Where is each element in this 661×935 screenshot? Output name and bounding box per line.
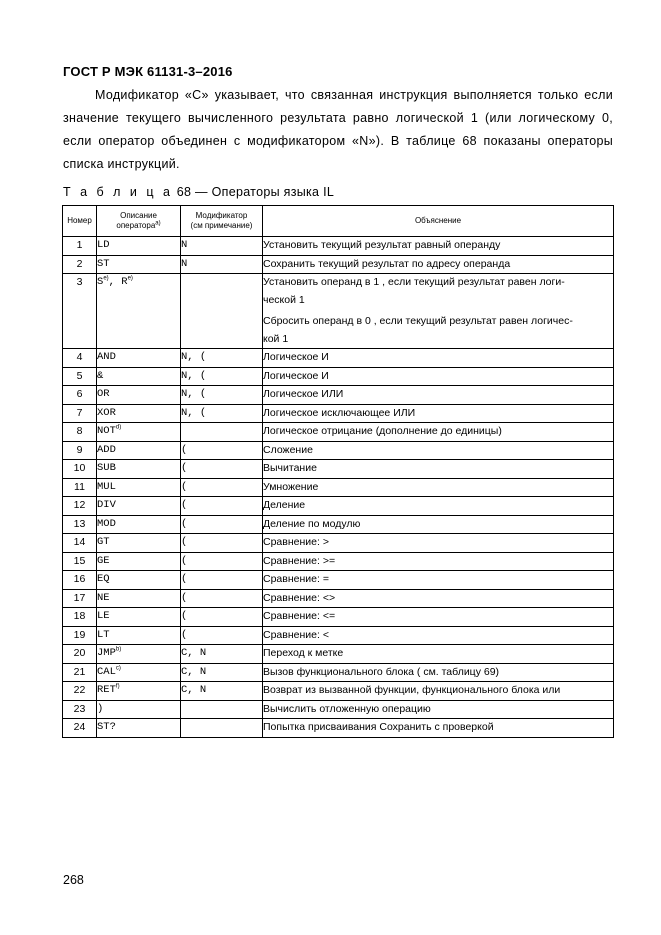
operator-code: JMP (97, 647, 116, 659)
row-explanation (263, 552, 614, 571)
explanation-line: Вычитание (263, 462, 317, 474)
row-operator (97, 367, 181, 386)
explanation-line: кой 1 (263, 332, 289, 345)
explanation-line: Установить текущий результат равный операнду (263, 239, 501, 251)
row-operator (97, 645, 181, 664)
row-modifier: ( (181, 460, 263, 479)
table-row (63, 478, 614, 497)
explanation-line: Логическое ИЛИ (263, 388, 344, 400)
operator-code: XOR (97, 406, 116, 419)
row-operator (97, 571, 181, 590)
row-explanation (263, 349, 614, 368)
row-number: 6 (63, 386, 97, 405)
header-modifier-line2: (см примечание) (190, 221, 253, 230)
explanation-line: Возврат из вызванной функции, функционального блока или (263, 684, 561, 696)
row-explanation (263, 404, 614, 423)
explanation-line: Сравнение: <> (263, 591, 336, 604)
operator-code: MUL (97, 480, 116, 493)
row-operator (97, 682, 181, 701)
explanation-line: Сравнение: > (263, 536, 329, 548)
table-header-row (63, 206, 614, 237)
table-row (63, 534, 614, 553)
row-operator (97, 589, 181, 608)
page-number: 268 (63, 873, 84, 887)
table-row (63, 663, 614, 682)
row-modifier: C, N (181, 663, 263, 682)
row-operator (97, 349, 181, 368)
body-paragraph (63, 84, 613, 176)
table-row (63, 719, 614, 738)
row-number: 11 (63, 478, 97, 497)
row-number: 14 (63, 534, 97, 553)
explanation-line: Установить операнд в 1 , если текущий результат равен логи- (263, 276, 565, 288)
row-explanation (263, 255, 614, 274)
operator-code: ) (97, 702, 104, 715)
header-explanation: Объяснение (263, 206, 614, 237)
row-modifier: ( (181, 534, 263, 553)
row-modifier: C, N (181, 645, 263, 664)
row-explanation (263, 534, 614, 553)
row-modifier: ( (181, 497, 263, 516)
row-operator (97, 663, 181, 682)
explanation-line: Переход к метке (263, 647, 344, 659)
row-explanation (263, 460, 614, 479)
table-row (63, 626, 614, 645)
row-explanation (263, 497, 614, 516)
explanation-line: Вычислить отложенную операцию (263, 702, 431, 715)
row-modifier: ( (181, 589, 263, 608)
table-row (63, 367, 614, 386)
row-operator (97, 700, 181, 719)
row-explanation (263, 682, 614, 701)
operators-table (62, 205, 614, 738)
row-modifier: ( (181, 478, 263, 497)
table-caption-prefix: Т а б л и ц а (63, 185, 173, 199)
explanation-line: Сбросить операнд в 0 , если текущий результат равен логичес- (263, 315, 573, 327)
row-explanation (263, 589, 614, 608)
explanation-line: Сравнение: = (263, 573, 329, 585)
header-operator-line2: оператора (116, 221, 156, 230)
table-row (63, 571, 614, 590)
table-row (63, 423, 614, 442)
operator-code: AND (97, 351, 116, 363)
operator-code: MOD (97, 517, 116, 530)
row-operator (97, 534, 181, 553)
table-row (63, 608, 614, 627)
row-operator (97, 386, 181, 405)
row-explanation (263, 441, 614, 460)
table-row (63, 349, 614, 368)
table-row (63, 255, 614, 274)
operator-code: OR (97, 388, 110, 400)
operator-code-secondary: R (121, 276, 128, 288)
row-explanation (263, 645, 614, 664)
row-operator (97, 404, 181, 423)
table-row (63, 460, 614, 479)
row-modifier: N (181, 237, 263, 256)
row-number: 18 (63, 608, 97, 627)
row-operator (97, 552, 181, 571)
operator-code: RET (97, 684, 116, 696)
table-row (63, 645, 614, 664)
row-operator (97, 478, 181, 497)
explanation-line: Умножение (263, 480, 319, 493)
row-number: 1 (63, 237, 97, 256)
explanation-line: Деление (263, 499, 306, 511)
header-number: Номер (63, 206, 97, 237)
operator-code: NOT (97, 425, 116, 437)
row-modifier: N, ( (181, 386, 263, 405)
table-row (63, 404, 614, 423)
row-modifier (181, 423, 263, 442)
explanation-line: Вызов функционального блока ( см. таблицу 69) (263, 665, 500, 678)
operator-code: GT (97, 536, 110, 548)
explanation-line: Сложение (263, 443, 313, 456)
table-caption-text: 68 — Операторы языка IL (172, 185, 335, 199)
row-number: 2 (63, 255, 97, 274)
row-number: 7 (63, 404, 97, 423)
operator-code: LT (97, 628, 110, 641)
row-number: 20 (63, 645, 97, 664)
row-number: 17 (63, 589, 97, 608)
row-operator: $S^{e)}$, $R^{e)}$ (97, 274, 181, 349)
operator-footnote: b) (115, 646, 122, 653)
row-number: 5 (63, 367, 97, 386)
table-row (63, 515, 614, 534)
header-operator-line1: Описание (120, 211, 157, 220)
header-operator-note: a) (155, 220, 161, 227)
operator-code: GE (97, 554, 110, 567)
row-explanation (263, 719, 614, 738)
row-modifier (181, 719, 263, 738)
explanation-line: Логическое И (263, 369, 329, 382)
explanation-line: Сохранить текущий результат по адресу операнда (263, 257, 511, 270)
operator-code: LE (97, 610, 110, 622)
explanation-line: Попытка присваивания Сохранить с проверкой (263, 721, 494, 733)
row-operator (97, 423, 181, 442)
operator-code: SUB (97, 462, 116, 474)
row-number: 12 (63, 497, 97, 516)
table-row (63, 237, 614, 256)
row-modifier: ( (181, 626, 263, 645)
row-explanation (263, 663, 614, 682)
row-modifier: ( (181, 571, 263, 590)
row-modifier: N, ( (181, 349, 263, 368)
operator-footnote: c) (115, 665, 121, 671)
row-number: 21 (63, 663, 97, 682)
row-number: 19 (63, 626, 97, 645)
explanation-line: Логическое отрицание (дополнение до единицы) (263, 425, 502, 437)
operator-code: NE (97, 591, 110, 604)
header-modifier-line1: Модификатор (195, 211, 248, 220)
explanation-line: Деление по модулю (263, 517, 361, 530)
explanation-line: Сравнение: < (263, 628, 329, 641)
operator-code: EQ (97, 573, 110, 585)
row-operator (97, 608, 181, 627)
table-row (63, 700, 614, 719)
operator-footnote: f) (115, 683, 120, 690)
operator-code: & (97, 369, 104, 382)
row-modifier: ( (181, 608, 263, 627)
explanation-line: Логическое И (263, 351, 329, 363)
row-modifier: ( (181, 515, 263, 534)
row-number: 9 (63, 441, 97, 460)
row-number: 10 (63, 460, 97, 479)
table-row (63, 386, 614, 405)
operator-footnote-secondary: e) (127, 275, 133, 282)
table-row (63, 682, 614, 701)
row-explanation (263, 274, 614, 349)
explanation-line: ческой 1 (263, 293, 305, 306)
row-explanation (263, 515, 614, 534)
row-number: 15 (63, 552, 97, 571)
explanation-line: Логическое исключающее ИЛИ (263, 406, 416, 419)
row-explanation (263, 626, 614, 645)
row-operator (97, 460, 181, 479)
row-modifier (181, 274, 263, 349)
row-operator (97, 626, 181, 645)
operator-code: S (97, 276, 104, 288)
row-number: 8 (63, 423, 97, 442)
operator-code: ST (97, 257, 110, 270)
operator-code: LD (97, 239, 110, 251)
table-row (63, 441, 614, 460)
row-number: 4 (63, 349, 97, 368)
row-explanation (263, 608, 614, 627)
row-operator (97, 515, 181, 534)
row-modifier: C, N (181, 682, 263, 701)
header-modifier (181, 206, 263, 237)
row-explanation (263, 700, 614, 719)
row-explanation (263, 478, 614, 497)
row-operator (97, 255, 181, 274)
body-paragraph-text: Модификатор «C» указывает, что связанная инструкция выполняется только если значение текущего вычисленного результата равно логической 1 (или логическому 0, если оператор объединен с модификатором «N»). В таблице 68 показаны операторы списка инструкций. (63, 88, 613, 171)
row-number: 24 (63, 719, 97, 738)
row-number: 23 (63, 700, 97, 719)
row-operator (97, 441, 181, 460)
row-explanation (263, 237, 614, 256)
row-operator (97, 237, 181, 256)
row-modifier: ( (181, 441, 263, 460)
operator-code: ST? (97, 721, 116, 733)
row-modifier: N, ( (181, 367, 263, 386)
table-row (63, 552, 614, 571)
operator-code: CAL (97, 665, 116, 678)
operator-code: DIV (97, 499, 116, 511)
row-operator (97, 497, 181, 516)
row-modifier: ( (181, 552, 263, 571)
row-explanation (263, 571, 614, 590)
row-operator (97, 719, 181, 738)
row-explanation (263, 423, 614, 442)
row-number: 13 (63, 515, 97, 534)
row-explanation (263, 386, 614, 405)
row-modifier: N, ( (181, 404, 263, 423)
row-number: 3 (63, 274, 97, 349)
operator-footnote: d) (115, 424, 122, 431)
table-row (63, 589, 614, 608)
row-explanation (263, 367, 614, 386)
explanation-line: Сравнение: >= (263, 554, 336, 567)
header-operator (97, 206, 181, 237)
row-number: 16 (63, 571, 97, 590)
table-caption (63, 185, 334, 199)
operator-footnote: e) (103, 275, 109, 282)
row-number: 22 (63, 682, 97, 701)
table-row (63, 497, 614, 516)
row-modifier (181, 700, 263, 719)
explanation-line: Сравнение: <= (263, 610, 336, 622)
row-modifier: N (181, 255, 263, 274)
table-row (63, 274, 614, 349)
document-header: ГОСТ Р МЭК 61131-3–2016 (63, 64, 233, 79)
operator-code: ADD (97, 443, 116, 456)
